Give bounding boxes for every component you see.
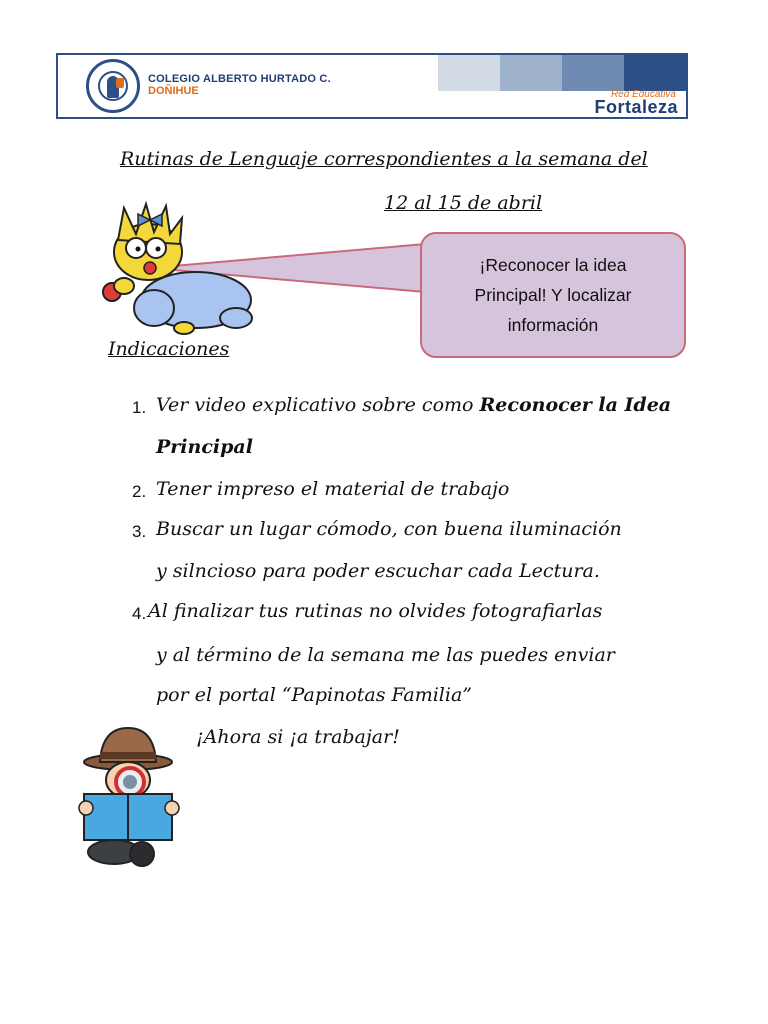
list-item-text: Buscar un lugar cómodo, con buena iluminación [156,518,622,540]
page-title-line-1: Rutinas de Lenguaje correspondientes a la semana del [120,148,648,170]
list-item-text-continued: Principal [156,436,253,458]
list-item-text [156,394,671,416]
list-item-number: 3. [132,522,147,541]
header-color-blocks [438,55,686,91]
header-block-1 [438,55,500,91]
speech-bubble [420,232,686,358]
header-block-2 [500,55,562,91]
list-item-text-continued-2: por el portal “Papinotas Familia” [156,684,472,706]
list-item-number: 2. [132,482,147,501]
list-item-bold-text: Reconocer la Idea [479,394,672,416]
network-name: Fortaleza [594,97,678,117]
list-item-number: 1. [132,398,147,417]
list-item-text-continued: y al término de la semana me las puedes enviar [156,644,615,666]
speech-bubble-text: ¡Reconocer la idea Principal! Y localizar información [474,255,632,335]
school-city: DOÑIHUE [148,85,199,97]
header-block-4 [624,55,686,91]
list-item-text: Tener impreso el material de trabajo [156,478,510,500]
school-seal-logo [86,59,140,113]
indications-heading: Indicaciones [108,338,230,360]
list-item-number: 4. [132,604,147,623]
school-header-banner [56,53,688,119]
page-title-line-2: 12 al 15 de abril [384,192,543,214]
list-item-text-continued: y silncioso para poder escuchar cada Lectura. [156,560,600,582]
school-name: COLEGIO ALBERTO HURTADO C. [148,73,331,85]
list-item-text: Al finalizar tus rutinas no olvides fotografiarlas [148,600,603,622]
crawling-baby-illustration [96,200,256,340]
network-label: Red Educativa [610,89,676,100]
list-item-text-part: Ver video explicativo sobre como [156,394,480,416]
detective-reading-illustration [78,722,184,872]
header-block-3 [562,55,624,91]
closing-message: ¡Ahora si ¡a trabajar! [196,726,400,748]
